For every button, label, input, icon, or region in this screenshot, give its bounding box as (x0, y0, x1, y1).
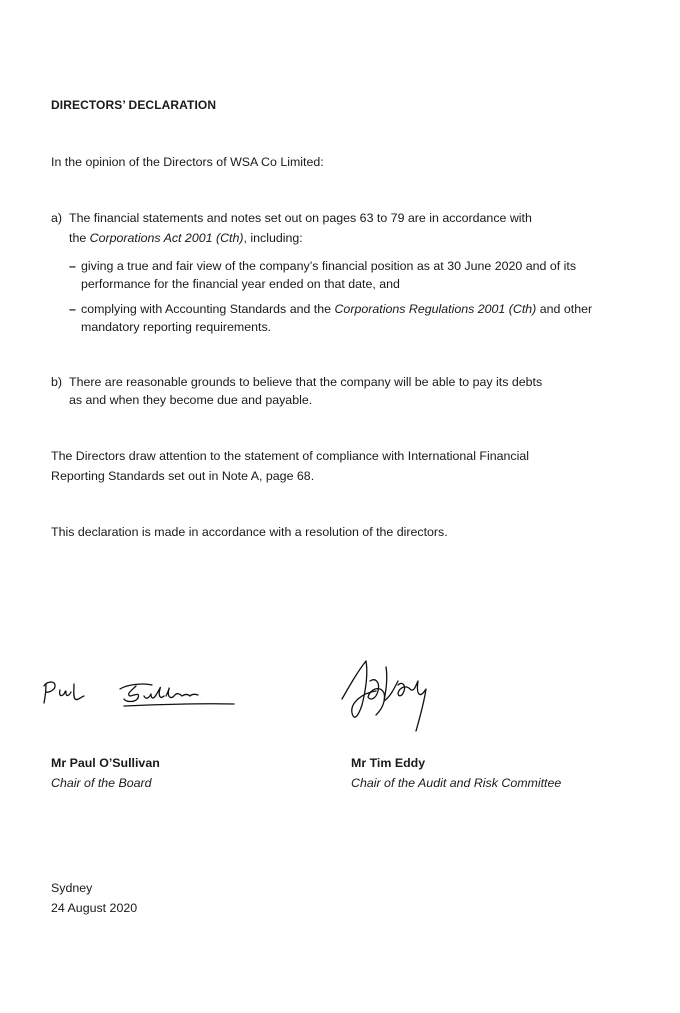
item-a-marker: a) (51, 211, 63, 225)
intro-text: In the opinion of the Directors of WSA Co Limited: (51, 155, 324, 169)
item-b-line2: as and when they become due and payable. (69, 393, 313, 407)
page-title: DIRECTORS’ DECLARATION (51, 98, 217, 112)
bullet-1-line2: performance for the financial year ended on that date, and (81, 277, 400, 291)
place-text: Sydney (51, 881, 93, 895)
item-b-marker: b) (51, 375, 63, 389)
signatory-2-role: Chair of the Audit and Risk Committee (351, 776, 562, 790)
signatory-1-role: Chair of the Board (51, 776, 152, 790)
bullet-1-marker: – (69, 259, 76, 273)
signature-paul-osullivan (40, 672, 240, 716)
bullet-1-line1: giving a true and fair view of the company’s financial position as at 30 June 2020 and of its (81, 259, 577, 273)
date-text: 24 August 2020 (51, 901, 138, 915)
item-a-line1: The financial statements and notes set out on pages 63 to 79 are in accordance with (69, 211, 532, 225)
signatory-2-name: Mr Tim Eddy (351, 756, 426, 770)
resolution-text: This declaration is made in accordance with a resolution of the directors. (51, 525, 448, 539)
item-b-line1: There are reasonable grounds to believe that the company will be able to pay its debts (69, 375, 543, 389)
signatory-1-name: Mr Paul O’Sullivan (51, 756, 160, 770)
bullet-2-marker: – (69, 302, 76, 316)
bullet-2-line2: mandatory reporting requirements. (81, 320, 272, 334)
attention-line1: The Directors draw attention to the statement of compliance with International Financial (51, 449, 529, 463)
item-a-line2: the Corporations Act 2001 (Cth), including: (69, 231, 303, 245)
signature-tim-eddy (336, 655, 446, 740)
bullet-2-line1: complying with Accounting Standards and the Corporations Regulations 2001 (Cth) and other (81, 302, 593, 316)
regulations-title: Corporations Regulations 2001 (Cth) (334, 302, 537, 316)
attention-line2: Reporting Standards set out in Note A, page 68. (51, 469, 315, 483)
act-title: Corporations Act 2001 (Cth) (89, 231, 244, 245)
